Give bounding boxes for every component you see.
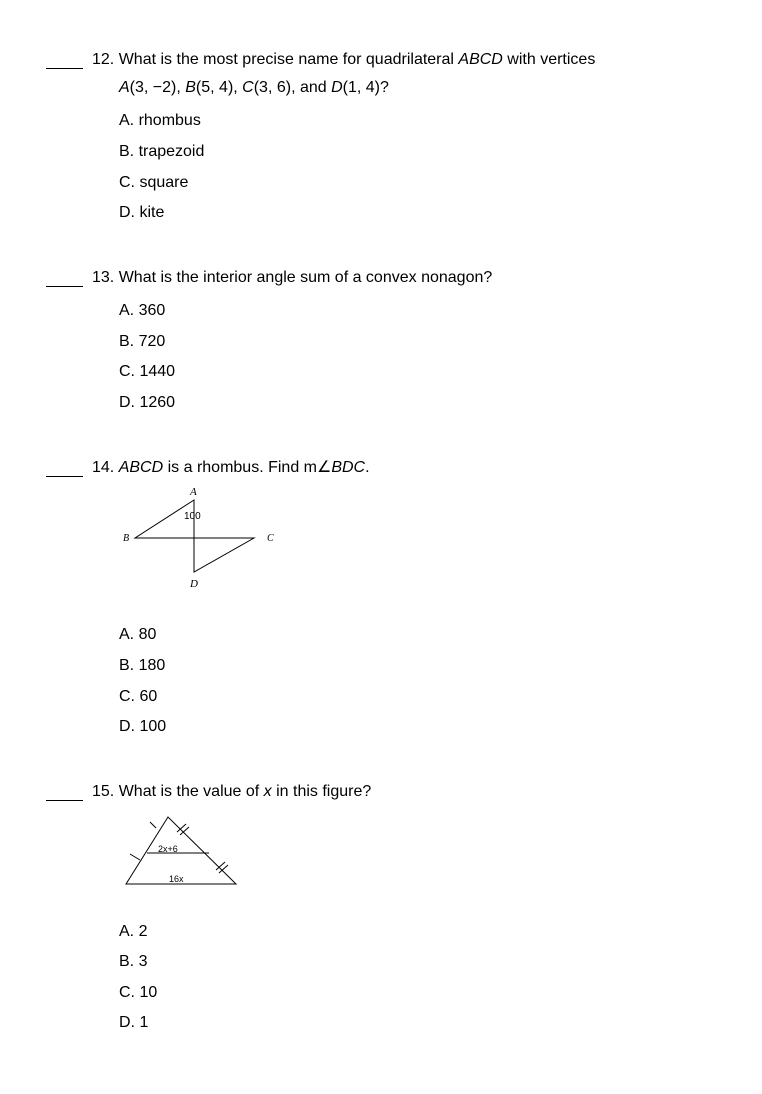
answer-blank-q12[interactable] bbox=[46, 68, 83, 69]
question-15-text: 15. What is the value of x in this figure? bbox=[92, 783, 372, 800]
rhombus-figure bbox=[110, 480, 300, 595]
q15-option-b[interactable]: B. 3 bbox=[119, 953, 148, 970]
q15-option-a[interactable]: A. 2 bbox=[119, 923, 148, 940]
vertex-a-label: A bbox=[190, 486, 197, 498]
q15-option-c[interactable]: C. 10 bbox=[119, 984, 158, 1001]
triangle-midsegment-figure bbox=[120, 812, 250, 892]
tick-left-upper bbox=[150, 822, 156, 828]
answer-blank-q14[interactable] bbox=[46, 476, 83, 477]
q14-option-b[interactable]: B. 180 bbox=[119, 657, 166, 674]
q12-option-c[interactable]: C. square bbox=[119, 174, 189, 191]
vertex-d-label: D bbox=[190, 578, 198, 590]
vertex-c-label: C bbox=[267, 533, 274, 544]
q13-option-d[interactable]: D. 1260 bbox=[119, 394, 176, 411]
q14-option-d[interactable]: D. 100 bbox=[119, 718, 167, 735]
q12-option-a[interactable]: A. rhombus bbox=[119, 112, 201, 129]
q15-option-d[interactable]: D. 1 bbox=[119, 1014, 149, 1031]
question-14-text: 14. ABCD is a rhombus. Find m∠BDC. bbox=[92, 459, 370, 476]
q13-option-a[interactable]: A. 360 bbox=[119, 302, 166, 319]
q14-option-c[interactable]: C. 60 bbox=[119, 688, 158, 705]
q13-option-c[interactable]: C. 1440 bbox=[119, 363, 176, 380]
q12-option-b[interactable]: B. trapezoid bbox=[119, 143, 205, 160]
question-12-vertices: A(3, −2), B(5, 4), C(3, 6), and D(1, 4)? bbox=[119, 79, 389, 96]
q13-option-b[interactable]: B. 720 bbox=[119, 333, 166, 350]
q12-prompt: What is the most precise name for quadrilateral ABCD with vertices bbox=[118, 51, 596, 68]
answer-blank-q13[interactable] bbox=[46, 286, 83, 287]
vertex-b-label: B bbox=[123, 533, 130, 544]
q12-option-d[interactable]: D. kite bbox=[119, 204, 165, 221]
question-13-text: 13. What is the interior angle sum of a convex nonagon? bbox=[92, 269, 493, 286]
base-label: 16x bbox=[169, 874, 184, 884]
answer-blank-q15[interactable] bbox=[46, 800, 83, 801]
midsegment-label: 2x+6 bbox=[158, 844, 178, 854]
q14-option-a[interactable]: A. 80 bbox=[119, 626, 157, 643]
angle-a-label: 100 bbox=[184, 511, 201, 522]
question-12-text: 12. What is the most precise name for quadrilateral ABCD with vertices bbox=[92, 51, 596, 68]
tick-left-lower bbox=[130, 854, 140, 860]
